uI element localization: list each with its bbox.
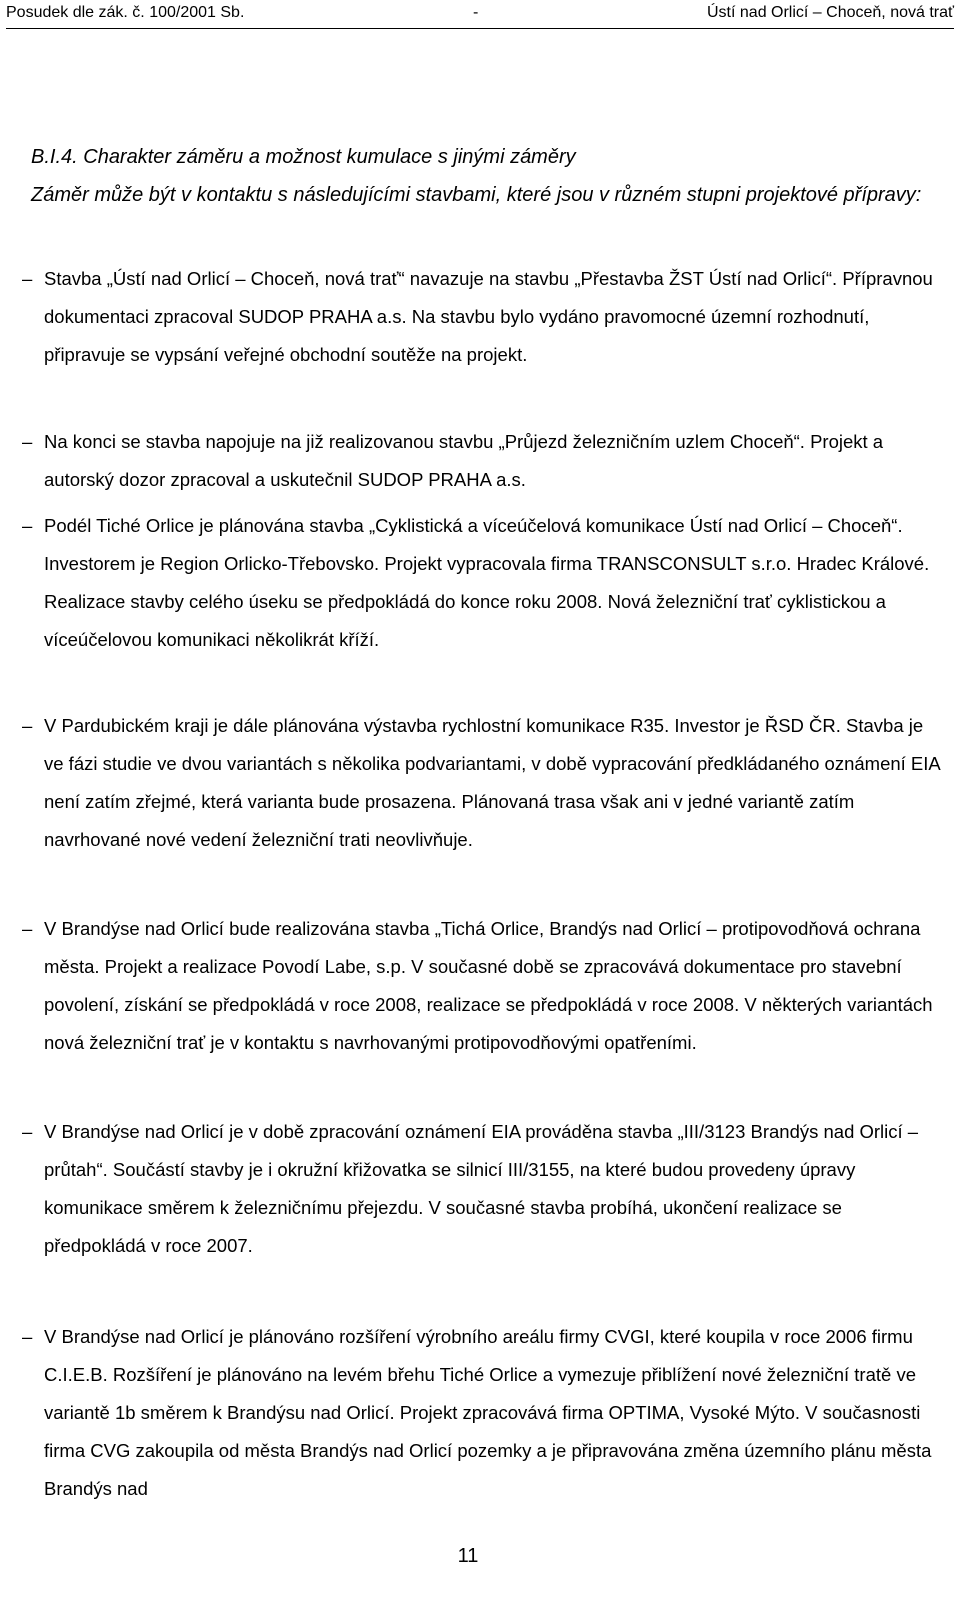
page-number: 11 <box>457 1545 479 1567</box>
list-item-text: V Pardubickém kraji je dále plánována výstavba rychlostní komunikace R35. Investor je ŘSD ČR. Stavba je ve fázi studie ve dvou variantách s několika podvariantami, v době vypracování předkládaného oznámení EIA není zatím zřejmé, která varianta bude prosazena. Plánovaná trasa však ani v jedné variantě zatím navrhované nové vedení železniční trati neovlivňuje. <box>44 715 940 850</box>
list-item <box>22 260 944 374</box>
list-item-text: V Brandýse nad Orlicí bude realizována stavba „Tichá Orlice, Brandýs nad Orlicí – protipovodňová ochrana města. Projekt a realizace Povodí Labe, s.p. V současné době se zpracovává dokumentace pro stavební povolení, získání se předpokládá v roce 2008, realizace se předpokládá v roce 2008. V některých variantách nová železniční trať je v kontaktu s navrhovanými protipovodňovými opatřeními. <box>44 918 933 1053</box>
dash-bullet: – <box>22 715 33 736</box>
dash-bullet: – <box>22 515 33 536</box>
section-title: B.I.4. Charakter záměru a možnost kumulace s jinými záměry <box>31 146 576 168</box>
header-right: Ústí nad Orlicí – Choceň, nová trať <box>707 4 954 21</box>
list-item <box>22 423 944 499</box>
dash-bullet: – <box>22 1326 33 1347</box>
list-item <box>22 910 944 1062</box>
list-item <box>22 507 944 659</box>
list-item-text: V Brandýse nad Orlicí je plánováno rozšíření výrobního areálu firmy CVGI, které koupila v roce 2006 firmu C.I.E.B. Rozšíření je plánováno na levém břehu Tiché Orlice a vymezuje přiblížení nové železniční tratě ve variantě 1b směrem k Brandýsu nad Orlicí. Projekt zpracovává firma OPTIMA, Vysoké Mýto. V současnosti firma CVG zakoupila od města Brandýs nad Orlicí pozemky a je připravována změna územního plánu města Brandýs nad <box>44 1326 932 1499</box>
dash-bullet: – <box>22 431 33 452</box>
header-separator: - <box>473 4 479 21</box>
section-intro: Záměr může být v kontaktu s následujícími stavbami, které jsou v různém stupni projektové přípravy: <box>31 184 922 206</box>
dash-bullet: – <box>22 918 33 939</box>
list-item-text: Na konci se stavba napojuje na již realizovanou stavbu „Průjezd železničním uzlem Choceň“. Projekt a autorský dozor zpracoval a uskutečnil SUDOP PRAHA a.s. <box>44 431 884 490</box>
dash-bullet: – <box>22 1121 33 1142</box>
dash-bullet: – <box>22 268 33 289</box>
list-item <box>22 1318 944 1508</box>
list-item-text: V Brandýse nad Orlicí je v době zpracování oznámení EIA prováděna stavba „III/3123 Brandýs nad Orlicí – průtah“. Součástí stavby je i okružní křižovatka se silnicí III/3155, na které budou provedeny úpravy komunikace směrem k železničnímu přejezdu. V současné stavba probíhá, ukončení realizace se předpokládá v roce 2007. <box>44 1121 919 1256</box>
page-header <box>6 4 954 29</box>
list-item-text: Podél Tiché Orlice je plánována stavba „Cyklistická a víceúčelová komunikace Ústí nad Orlicí – Choceň“. Investorem je Region Orlicko-Třebovsko. Projekt vypracovala firma TRANSCONSULT s.r.o. Hradec Králové. Realizace stavby celého úseku se předpokládá do konce roku 2008. Nová železniční trať cyklistickou a víceúčelovou komunikaci několikrát kříží. <box>44 515 930 650</box>
list-item-text: Stavba „Ústí nad Orlicí – Choceň, nová trať“ navazuje na stavbu „Přestavba ŽST Ústí nad Orlicí“. Přípravnou dokumentaci zpracoval SUDOP PRAHA a.s. Na stavbu bylo vydáno pravomocné územní rozhodnutí, připravuje se vypsání veřejné obchodní soutěže na projekt. <box>44 268 933 365</box>
list-item <box>22 707 944 859</box>
header-left: Posudek dle zák. č. 100/2001 Sb. <box>6 4 245 21</box>
list-item <box>22 1113 944 1265</box>
